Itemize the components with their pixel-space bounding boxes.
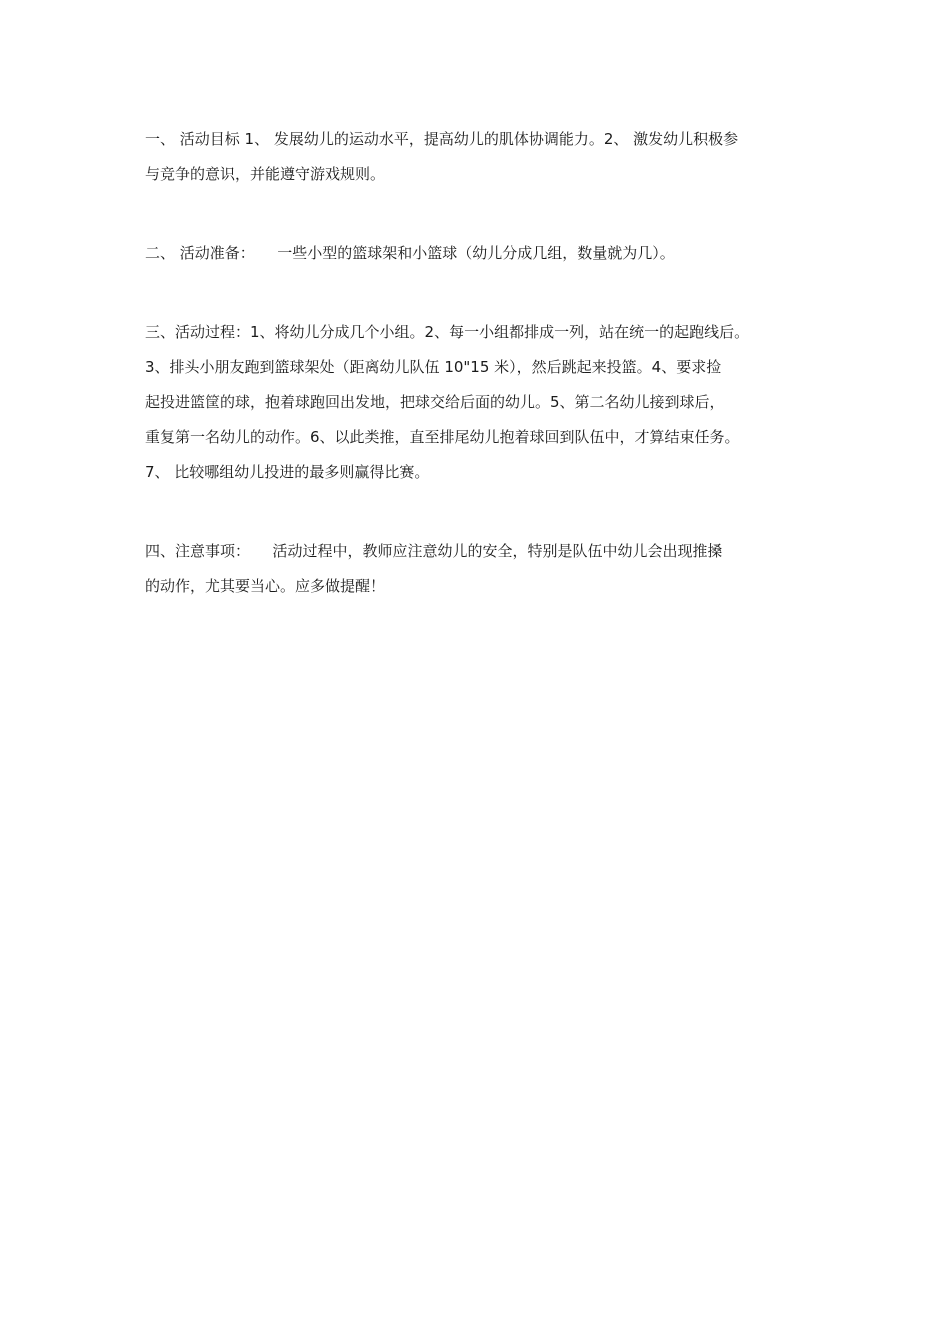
section-precautions bbox=[145, 534, 825, 604]
document-body bbox=[145, 122, 825, 648]
section-activity-goals bbox=[145, 122, 825, 192]
section-activity-process bbox=[145, 315, 825, 490]
paragraph-line: 四、注意事项： 活动过程中，教师应注意幼儿的安全，特别是队伍中幼儿会出现推搡 bbox=[145, 542, 723, 560]
paragraph-line: 重复第一名幼儿的动作。6、以此类推，直至排尾幼儿抱着球回到队伍中，才算结束任务。 bbox=[145, 428, 740, 446]
paragraph-line: 的动作，尤其要当心。应多做提醒！ bbox=[145, 577, 386, 595]
paragraph-line: 与竞争的意识，并能遵守游戏规则。 bbox=[145, 165, 386, 183]
section-activity-preparation bbox=[145, 236, 825, 271]
paragraph-line: 三、活动过程：1、将幼儿分成几个小组。2、每一小组都排成一列，站在统一的起跑线后。 bbox=[145, 323, 750, 341]
paragraph-line: 二、 活动准备： 一些小型的篮球架和小篮球（幼儿分成几组，数量就为几）。 bbox=[145, 244, 675, 262]
paragraph-line: 7、 比较哪组幼儿投进的最多则赢得比赛。 bbox=[145, 463, 430, 481]
paragraph-line: 起投进篮筐的球，抱着球跑回出发地，把球交给后面的幼儿。5、第二名幼儿接到球后， bbox=[145, 393, 725, 411]
paragraph-line: 3、排头小朋友跑到篮球架处（距离幼儿队伍 10"15 米），然后跳起来投篮。4、要求捡 bbox=[145, 358, 722, 376]
paragraph-line: 一、 活动目标 1、 发展幼儿的运动水平，提高幼儿的肌体协调能力。2、 激发幼儿积极参 bbox=[145, 130, 739, 148]
